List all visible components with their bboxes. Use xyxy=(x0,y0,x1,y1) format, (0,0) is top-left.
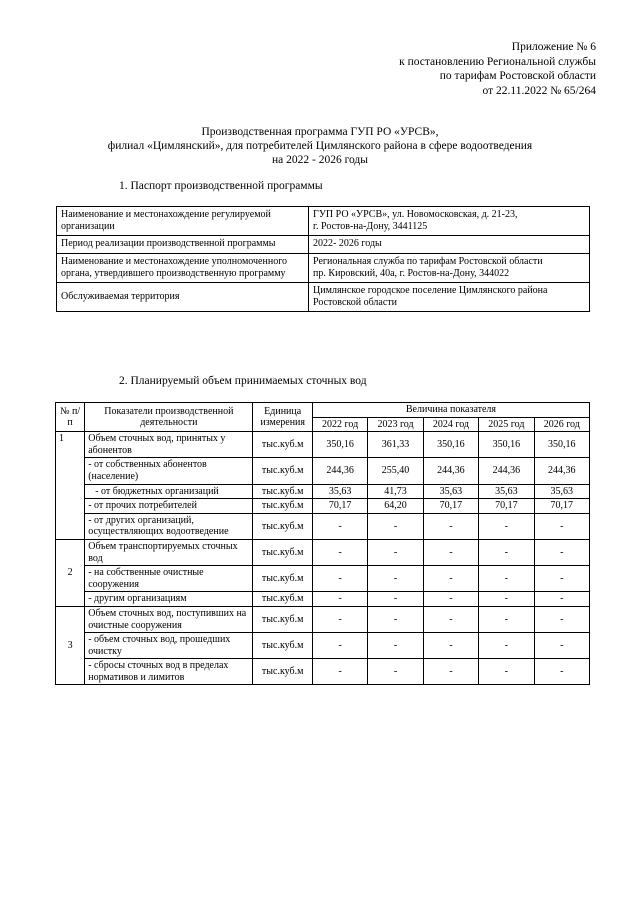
passport-value xyxy=(309,283,590,312)
row-unit: тыс.куб.м xyxy=(253,539,312,565)
section-heading-volumes: 2. Планируемый объем принимаемых сточных вод xyxy=(119,375,367,387)
row-unit: тыс.куб.м xyxy=(253,606,312,632)
row-indicator: Объем транспортируемых сточных вод xyxy=(85,539,253,565)
row-value: 70,17 xyxy=(312,499,367,514)
row-value: 255,40 xyxy=(368,458,423,484)
row-num: 3 xyxy=(56,606,85,685)
passport-value-line: пр. Кировский, 40а, г. Ростов-на-Дону, 344022 xyxy=(313,267,510,279)
table-row xyxy=(56,606,590,632)
row-indicator: - от прочих потребителей xyxy=(85,499,253,514)
row-indicator: Объем сточных вод, поступивших на очистные сооружения xyxy=(85,606,253,632)
row-value: 350,16 xyxy=(312,432,367,458)
table-row xyxy=(56,539,590,565)
appendix-line: к постановлению Региональной службы xyxy=(399,55,596,68)
row-value: - xyxy=(534,659,589,685)
row-value: - xyxy=(534,592,589,607)
passport-table xyxy=(56,206,590,312)
row-value: - xyxy=(479,513,534,539)
row-value: - xyxy=(312,659,367,685)
row-value: - xyxy=(312,606,367,632)
document-title xyxy=(0,125,640,168)
passport-value xyxy=(309,207,590,236)
row-unit: тыс.куб.м xyxy=(253,633,312,659)
row-value: - xyxy=(312,592,367,607)
table-row xyxy=(56,592,590,607)
table-row xyxy=(56,633,590,659)
row-indicator: Объем сточных вод, принятых у абонентов xyxy=(85,432,253,458)
row-indicator: - от других организаций, осуществляющих водоотведение xyxy=(85,513,253,539)
row-value: - xyxy=(368,659,423,685)
row-value: 361,33 xyxy=(368,432,423,458)
row-indicator: - от собственных абонентов (население) xyxy=(85,458,253,484)
passport-label: Период реализации производственной программы xyxy=(57,236,309,253)
passport-value-line: 2022- 2026 годы xyxy=(313,238,382,250)
row-value: - xyxy=(534,513,589,539)
row-value: 244,36 xyxy=(534,458,589,484)
section-heading-passport: 1. Паспорт производственной программы xyxy=(119,180,323,192)
passport-label: Наименование и местонахождение регулируемой организации xyxy=(57,207,309,236)
row-unit: тыс.куб.м xyxy=(253,458,312,484)
row-value: - xyxy=(534,539,589,565)
row-value: - xyxy=(479,566,534,592)
appendix-line: по тарифам Ростовской области xyxy=(439,70,596,83)
row-value: 64,20 xyxy=(368,499,423,514)
table-row xyxy=(56,659,590,685)
row-indicator: - на собственные очистные сооружения xyxy=(85,566,253,592)
volumes-table xyxy=(55,402,590,685)
row-indicator: - объем сточных вод, прошедших очистку xyxy=(85,633,253,659)
table-header-row xyxy=(56,403,590,418)
row-value: 244,36 xyxy=(479,458,534,484)
row-unit: тыс.куб.м xyxy=(253,592,312,607)
header-year: 2023 год xyxy=(368,417,423,432)
title-line: Производственная программа ГУП РО «УРСВ», xyxy=(201,126,439,138)
title-line: на 2022 - 2026 годы xyxy=(271,154,368,167)
title-line: филиал «Цимлянский», для потребителей Цимлянского района в сфере водоотведения xyxy=(107,140,533,153)
row-value: - xyxy=(312,566,367,592)
row-value: - xyxy=(534,606,589,632)
row-value: 350,16 xyxy=(479,432,534,458)
row-value: - xyxy=(368,606,423,632)
header-value-group: Величина показателя xyxy=(312,403,589,418)
row-unit: тыс.куб.м xyxy=(253,566,312,592)
row-value: - xyxy=(312,513,367,539)
header-indicator: Показатели производственной деятельности xyxy=(85,403,253,432)
row-value: - xyxy=(479,606,534,632)
row-value: 70,17 xyxy=(534,499,589,514)
row-num: 1 xyxy=(56,432,85,540)
passport-value xyxy=(309,236,590,253)
row-value: - xyxy=(368,539,423,565)
row-value: - xyxy=(312,633,367,659)
row-unit: тыс.куб.м xyxy=(253,499,312,514)
row-value: - xyxy=(423,539,478,565)
table-row xyxy=(56,499,590,514)
table-row xyxy=(56,458,590,484)
table-row xyxy=(56,566,590,592)
passport-label: Обслуживаемая территория xyxy=(57,283,309,312)
row-value: - xyxy=(312,539,367,565)
row-value: 350,16 xyxy=(534,432,589,458)
row-value: - xyxy=(479,592,534,607)
row-value: 35,63 xyxy=(312,484,367,499)
row-value: - xyxy=(368,566,423,592)
table-row xyxy=(56,513,590,539)
row-value: 244,36 xyxy=(312,458,367,484)
row-value: - xyxy=(479,539,534,565)
row-unit: тыс.куб.м xyxy=(253,659,312,685)
row-num: 2 xyxy=(56,539,85,606)
row-indicator: - сбросы сточных вод в пределах нормативов и лимитов xyxy=(85,659,253,685)
passport-value xyxy=(309,253,590,282)
passport-row xyxy=(57,283,590,312)
row-value: 41,73 xyxy=(368,484,423,499)
table-row xyxy=(56,484,590,499)
row-value: - xyxy=(423,606,478,632)
row-value: 35,63 xyxy=(423,484,478,499)
passport-value-line: ГУП РО «УРСВ», ул. Новомосковская, д. 21-23, xyxy=(313,209,518,220)
appendix-line: от 22.11.2022 № 65/264 xyxy=(482,84,596,97)
row-value: 70,17 xyxy=(423,499,478,514)
row-value: 70,17 xyxy=(479,499,534,514)
row-indicator: - от бюджетных организаций xyxy=(85,484,253,499)
passport-value-line: Региональная служба по тарифам Ростовской области xyxy=(313,255,543,267)
row-value: - xyxy=(423,592,478,607)
passport-row xyxy=(57,253,590,282)
passport-value-line: Цимлянское городское поселение Цимлянского района Ростовской области xyxy=(313,285,548,309)
header-num: № п/п xyxy=(56,403,85,432)
row-unit: тыс.куб.м xyxy=(253,513,312,539)
row-value: - xyxy=(368,513,423,539)
header-year: 2025 год xyxy=(479,417,534,432)
row-unit: тыс.куб.м xyxy=(253,432,312,458)
row-value: - xyxy=(423,633,478,659)
row-value: - xyxy=(479,659,534,685)
row-value: - xyxy=(534,633,589,659)
passport-label: Наименование и местонахождение уполномоченного органа, утвердившего производственную программу xyxy=(57,253,309,282)
row-value: - xyxy=(368,592,423,607)
header-year: 2026 год xyxy=(534,417,589,432)
row-value: 350,16 xyxy=(423,432,478,458)
row-value: - xyxy=(479,633,534,659)
header-year: 2024 год xyxy=(423,417,478,432)
passport-row xyxy=(57,236,590,253)
row-value: - xyxy=(368,633,423,659)
row-value: 35,63 xyxy=(479,484,534,499)
row-value: - xyxy=(423,566,478,592)
header-year: 2022 год xyxy=(312,417,367,432)
header-unit: Единица измерения xyxy=(253,403,312,432)
row-value: 244,36 xyxy=(423,458,478,484)
row-unit: тыс.куб.м xyxy=(253,484,312,499)
row-value: 35,63 xyxy=(534,484,589,499)
appendix-block xyxy=(399,40,596,98)
row-value: - xyxy=(534,566,589,592)
passport-value-line: г. Ростов-на-Дону, 3441125 xyxy=(313,221,428,233)
passport-row xyxy=(57,207,590,236)
row-value: - xyxy=(423,659,478,685)
table-row xyxy=(56,432,590,458)
row-indicator: - другим организациям xyxy=(85,592,253,607)
row-value: - xyxy=(423,513,478,539)
appendix-line: Приложение № 6 xyxy=(511,41,596,53)
